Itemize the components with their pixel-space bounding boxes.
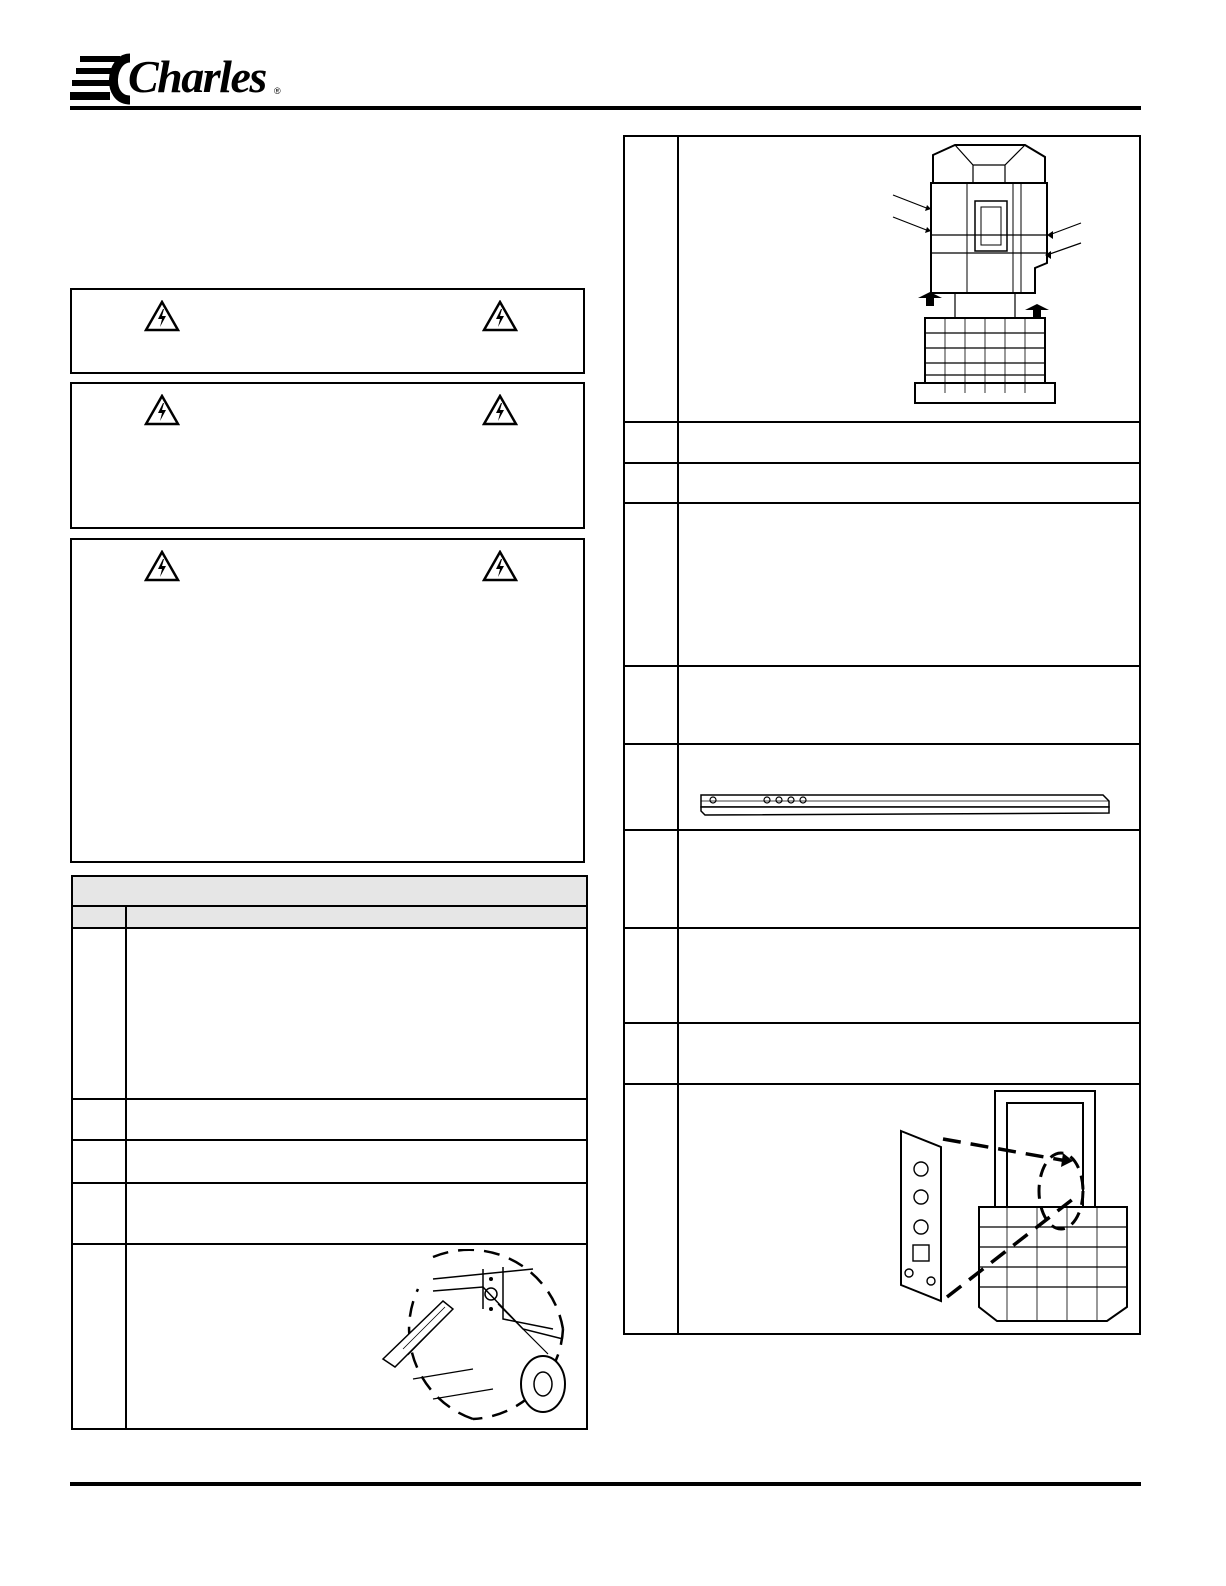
step-column-divider <box>125 907 127 1428</box>
table-divider <box>625 1022 1139 1024</box>
table-divider <box>625 829 1139 831</box>
table-divider <box>73 927 586 929</box>
table-header-bar <box>73 877 586 905</box>
registered-mark: ® <box>274 86 281 96</box>
table-divider <box>625 421 1139 423</box>
electrical-hazard-icon <box>144 394 180 426</box>
electrical-hazard-icon <box>482 300 518 332</box>
table-divider <box>625 462 1139 464</box>
step-column-divider <box>677 137 679 1333</box>
table-divider <box>73 1139 586 1141</box>
procedure-table-left <box>71 875 588 1430</box>
table-divider <box>625 743 1139 745</box>
warning-box-1 <box>70 288 585 374</box>
table-divider <box>73 1098 586 1100</box>
warning-box-2 <box>70 382 585 529</box>
electrical-hazard-icon <box>144 300 180 332</box>
procedure-table-right <box>623 135 1141 1335</box>
cover-removal-figure <box>885 143 1085 417</box>
table-divider <box>625 502 1139 504</box>
brand-name: Charles <box>128 51 266 102</box>
company-logo <box>70 48 290 108</box>
bolt-detail-figure <box>373 1249 573 1427</box>
header-rule <box>70 106 1141 110</box>
electrical-hazard-icon <box>482 550 518 582</box>
table-divider <box>625 1083 1139 1085</box>
table-divider <box>73 1243 586 1245</box>
table-divider <box>73 1182 586 1184</box>
rail-figure <box>691 785 1113 821</box>
footer-rule <box>70 1482 1141 1486</box>
electrical-hazard-icon <box>482 394 518 426</box>
column-header-row <box>73 907 586 927</box>
panel-install-figure <box>887 1087 1143 1333</box>
electrical-hazard-icon <box>144 550 180 582</box>
table-divider <box>625 927 1139 929</box>
table-divider <box>625 665 1139 667</box>
warning-box-3 <box>70 538 585 863</box>
